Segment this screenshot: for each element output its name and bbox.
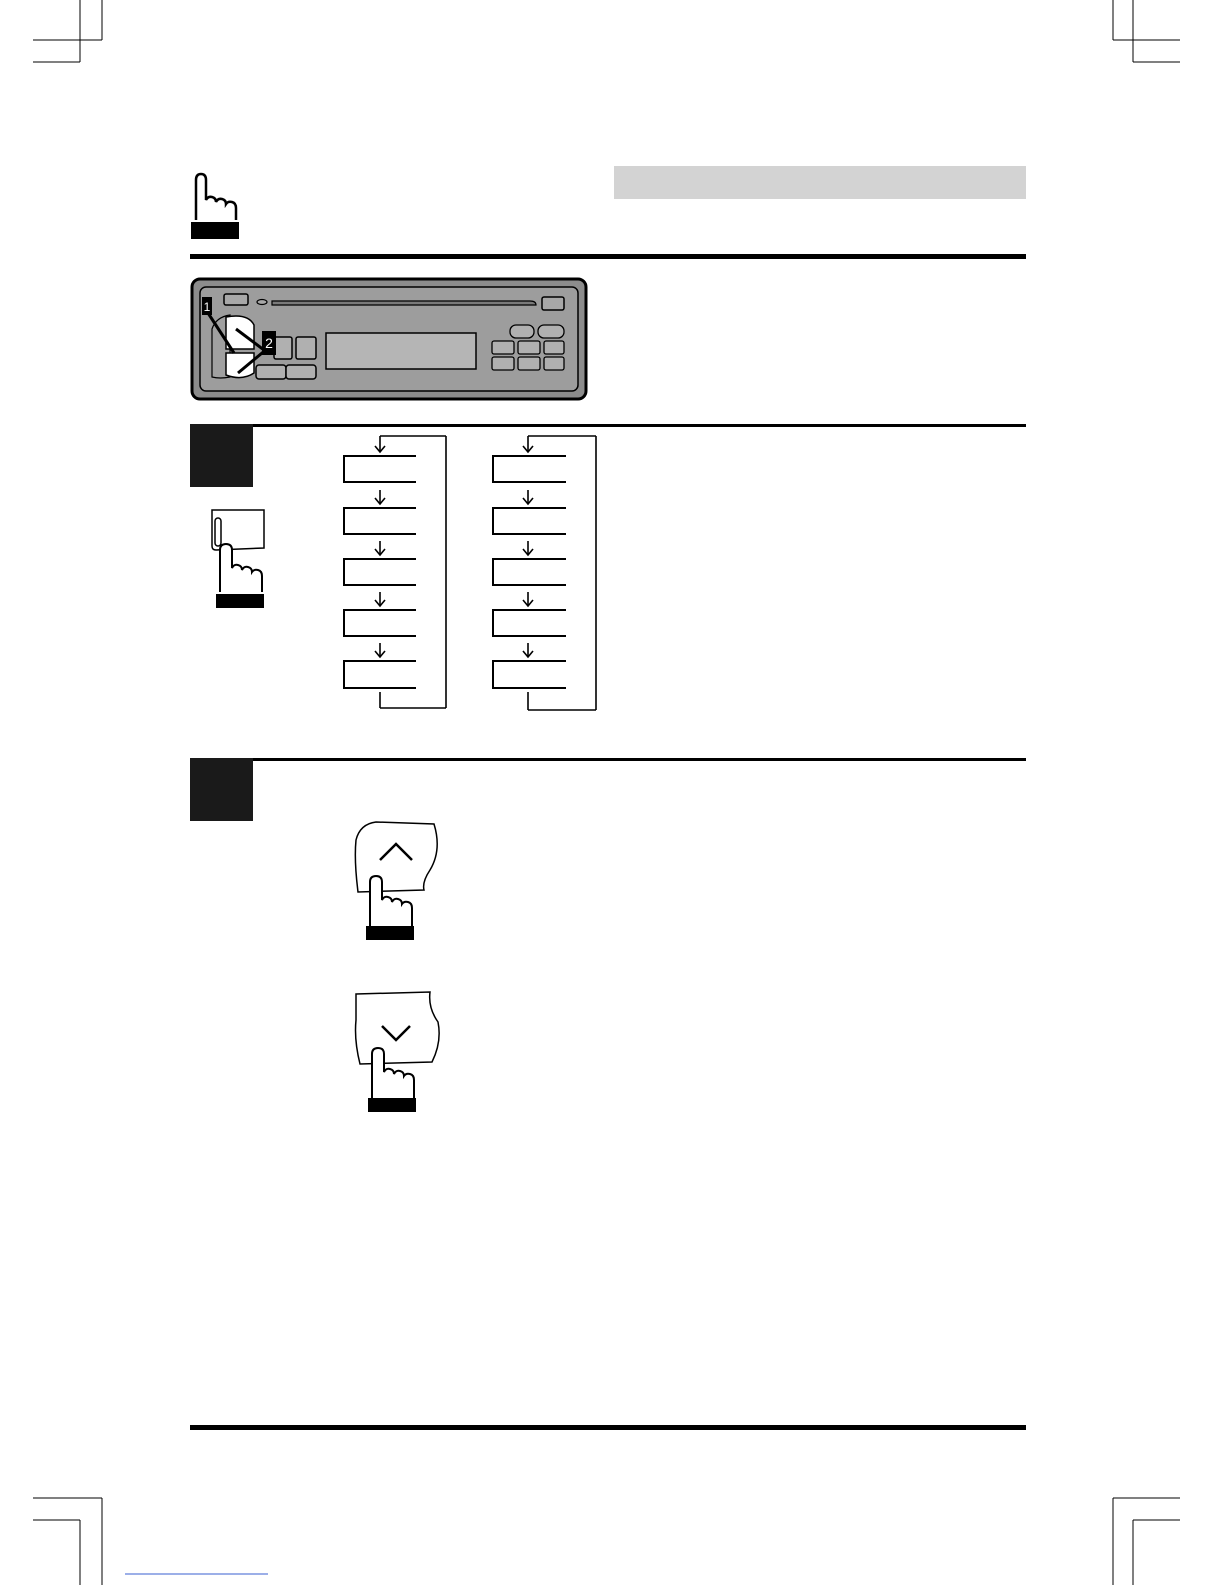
header-rule bbox=[190, 254, 1026, 259]
hand-pressing-button-icon bbox=[206, 506, 270, 612]
callout-label-2: 2 bbox=[265, 335, 273, 351]
section-title-bar bbox=[614, 166, 1026, 199]
mode-cycle-diagram bbox=[330, 430, 610, 716]
step-1-marker bbox=[190, 424, 253, 487]
hand-pressing-down-button-icon bbox=[352, 990, 444, 1114]
hand-pressing-up-button-icon bbox=[352, 820, 444, 944]
footer-rule bbox=[190, 1425, 1026, 1430]
car-stereo-faceplate-illustration bbox=[190, 277, 590, 403]
callout-label-1: 1 bbox=[203, 300, 211, 314]
step2-rule bbox=[253, 758, 1026, 761]
step1-rule bbox=[253, 424, 1026, 427]
pointing-hand-icon bbox=[190, 170, 242, 242]
step-2-marker bbox=[190, 758, 253, 821]
